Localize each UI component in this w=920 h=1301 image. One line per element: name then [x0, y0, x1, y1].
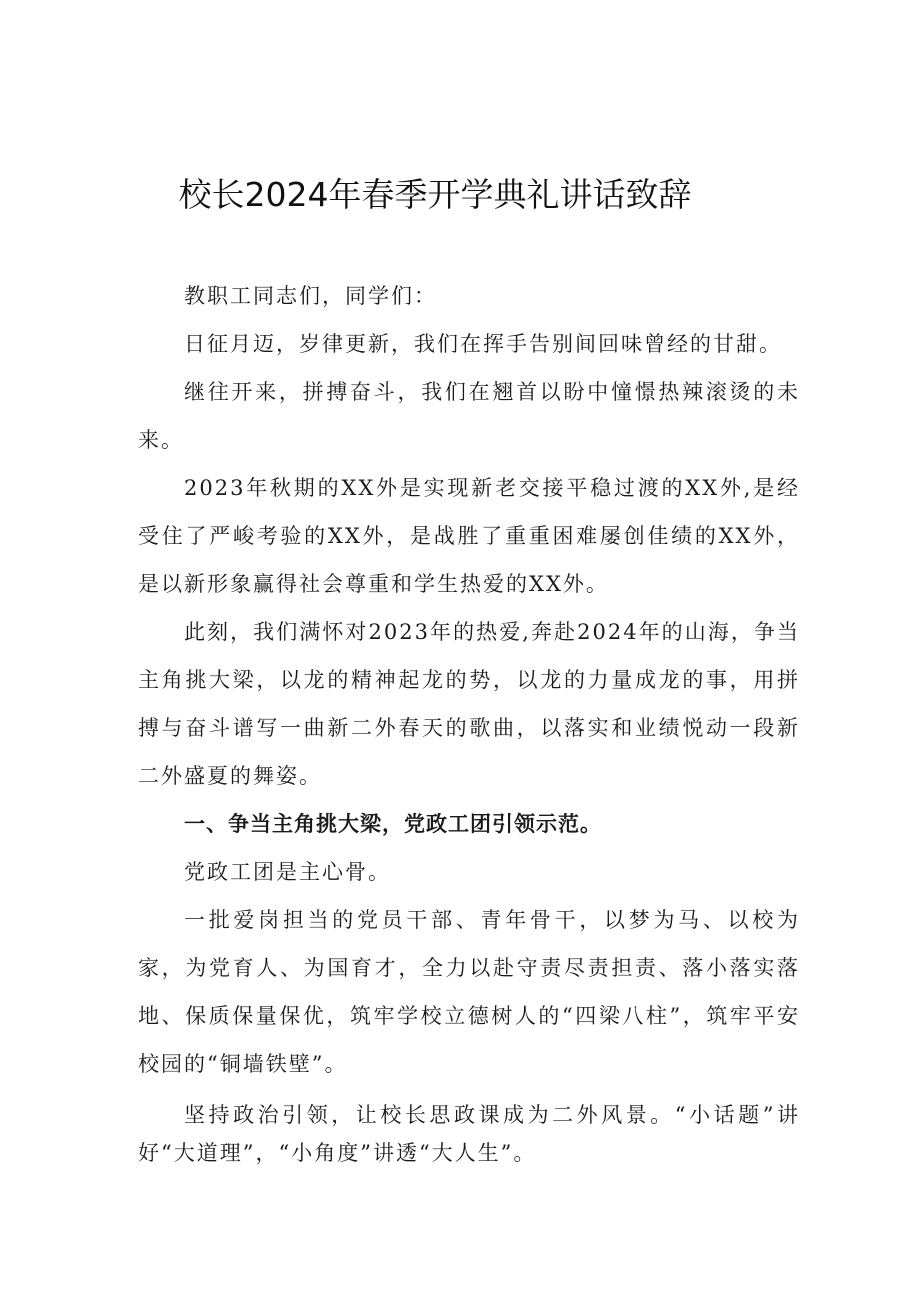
paragraph: 党政工团是主心骨。: [184, 860, 391, 884]
paragraph: 一批爱岗担当的党员干部、青年骨干，以梦为马、以校为家，为党育人、为国育才，全力以赴守责尽责担责、落小落实落地、保质保量保优，筑牢学校立德树人的“四梁八柱”，筑牢平安校园的“铜墙铁壁”。: [138, 908, 800, 1076]
paragraph: 此刻，我们满怀对2023年的热爱,奔赴2024年的山海，争当主角挑大梁，以龙的精神起龙的势，以龙的力量成龙的事，用拼搏与奋斗谱写一曲新二外春天的歌曲，以落实和业绩悦动一段新二外盛夏的舞姿。: [138, 620, 800, 788]
paragraph: 继往开来，拼搏奋斗，我们在翘首以盼中憧憬热辣滚烫的未来。: [138, 380, 800, 452]
paragraph: 日征月迈，岁律更新，我们在挥手告别间回味曾经的甘甜。: [184, 332, 782, 356]
document-body: [138, 272, 800, 1172]
paragraph: 坚持政治引领，让校长思政课成为二外风景。“小话题”讲好“大道理”，“小角度”讲透“大人生”。: [138, 1103, 800, 1165]
salutation: 教职工同志们，同学们：: [184, 284, 437, 308]
section-heading: 一、争当主角挑大梁，党政工团引领示范。: [184, 812, 602, 836]
paragraph: 2023年秋期的XX外是实现新老交接平稳过渡的XX外,是经受住了严峻考验的XX外，是战胜了重重困难屡创佳绩的XX外，是以新形象赢得社会尊重和学生热爱的XX外。: [138, 476, 800, 596]
document-title: 校长2024年春季开学典礼讲话致辞: [178, 175, 692, 214]
